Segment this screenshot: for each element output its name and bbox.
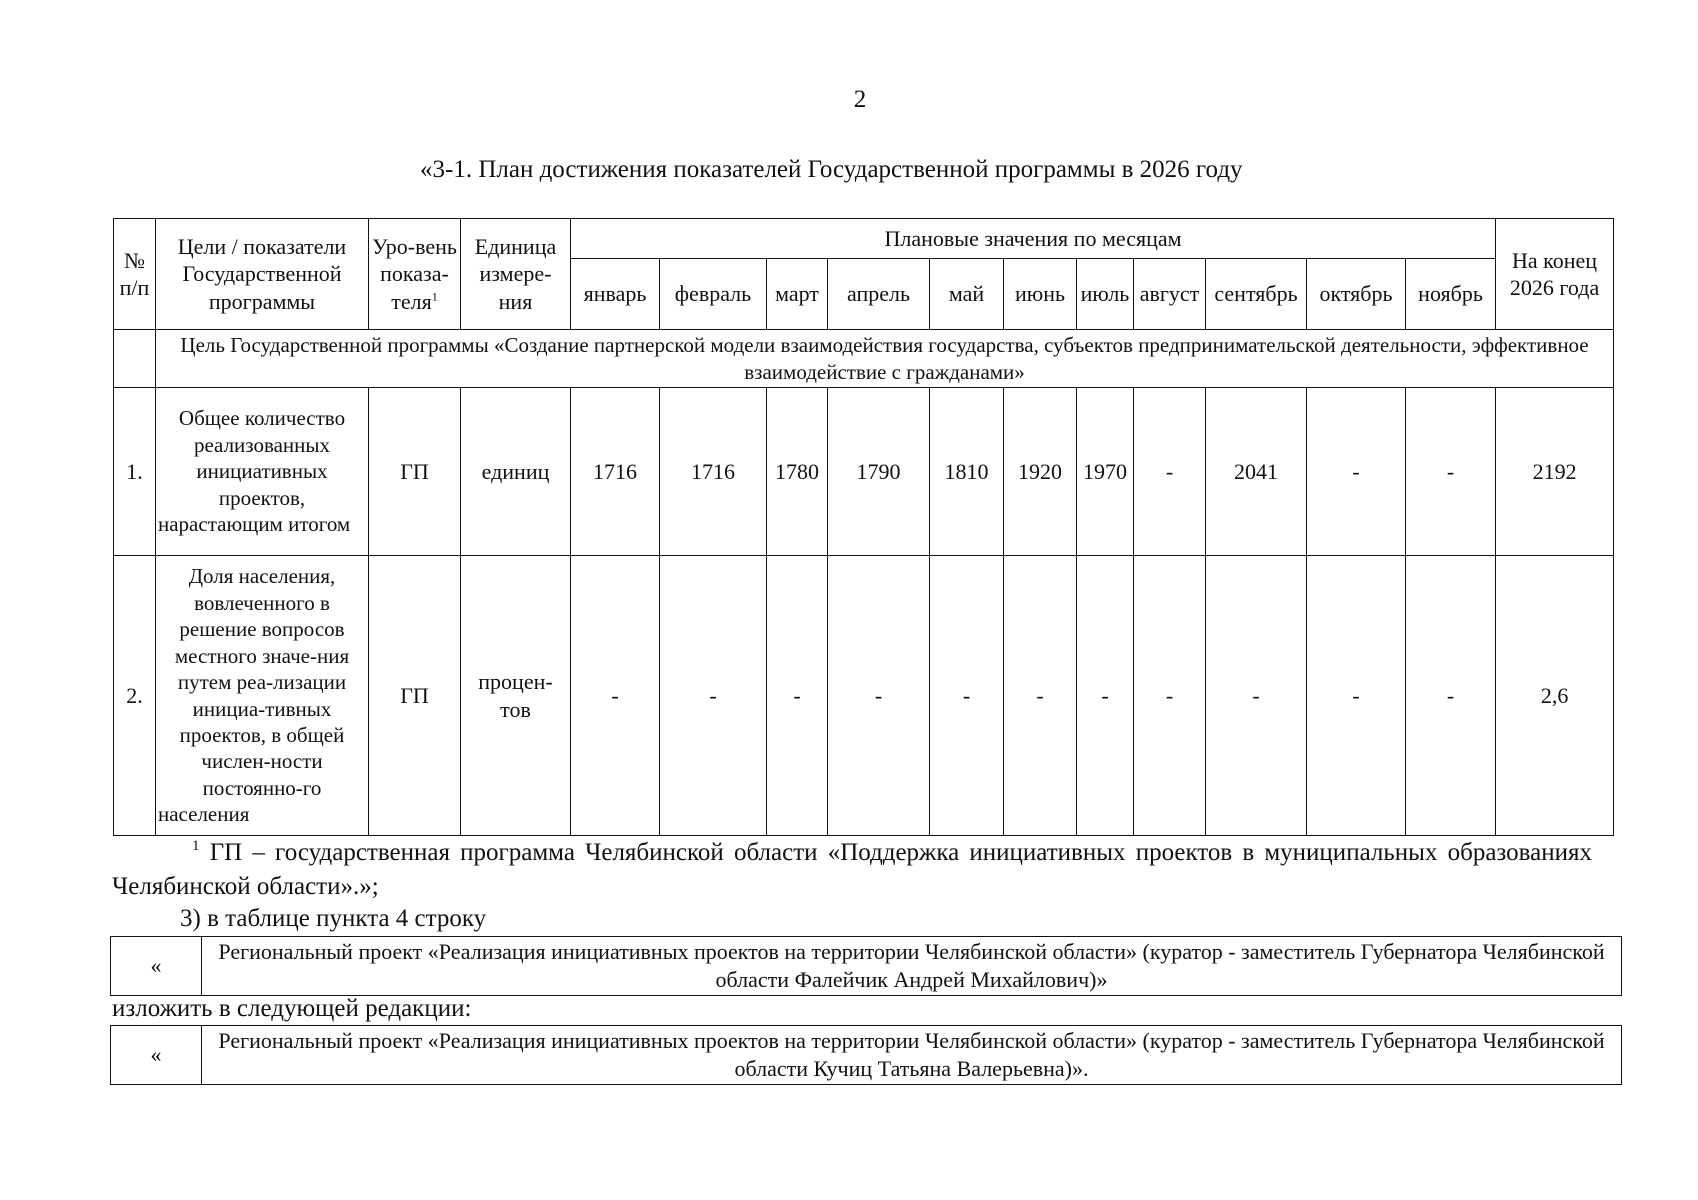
end-value: 2192 xyxy=(1496,388,1614,556)
header-end-of-year: На конец 2026 года xyxy=(1496,219,1614,330)
value-cell: - xyxy=(1307,556,1406,836)
value-cell: 2041 xyxy=(1206,388,1307,556)
footnote-mark: 1 xyxy=(192,838,200,854)
row-num: 2. xyxy=(114,556,156,836)
table-row xyxy=(114,556,1614,836)
new-row-text: Региональный проект «Реализация инициативных проектов на территории Челябинской области» (куратор - заместитель Губернатора Челябинской области Кучиц Татьяна Валерьевна)». xyxy=(202,1026,1622,1085)
goal-row-num xyxy=(114,330,156,388)
header-month: январь xyxy=(571,259,660,330)
value-cell: - xyxy=(1134,556,1206,836)
indicators-plan-table xyxy=(113,218,1614,836)
header-level xyxy=(369,219,461,330)
quote-mark: « xyxy=(111,1026,202,1085)
value-cell: - xyxy=(1134,388,1206,556)
indicator-unit: единиц xyxy=(461,388,571,556)
new-row-table xyxy=(110,1025,1622,1085)
value-cell: - xyxy=(828,556,930,836)
header-month: сентябрь xyxy=(1206,259,1307,330)
replace-text: изложить в следующей редакции: xyxy=(112,995,472,1022)
goal-row xyxy=(114,330,1614,388)
value-cell: - xyxy=(571,556,660,836)
goal-text: Цель Государственной программы «Создание партнерской модели взаимодействия государства, субъектов предпринимательской деятельности, эффективное взаимодействие с гражданами» xyxy=(156,330,1614,388)
value-cell: 1780 xyxy=(767,388,828,556)
end-value: 2,6 xyxy=(1496,556,1614,836)
header-month: август xyxy=(1134,259,1206,330)
value-cell: - xyxy=(767,556,828,836)
header-month: ноябрь xyxy=(1406,259,1496,330)
header-monthly: Плановые значения по месяцам xyxy=(571,219,1496,259)
value-cell: 1790 xyxy=(828,388,930,556)
value-cell: - xyxy=(1406,556,1496,836)
value-cell: - xyxy=(1206,556,1307,836)
header-goals: Цели / показатели Государственной программы xyxy=(156,219,369,330)
header-level-text: Уро-вень показа-теля xyxy=(372,234,457,314)
header-month: июль xyxy=(1077,259,1134,330)
footnote-ref: 1 xyxy=(431,289,438,304)
value-cell: - xyxy=(1004,556,1077,836)
header-month: май xyxy=(930,259,1004,330)
header-month: октябрь xyxy=(1307,259,1406,330)
value-cell: - xyxy=(660,556,767,836)
value-cell: 1970 xyxy=(1077,388,1134,556)
header-month: февраль xyxy=(660,259,767,330)
header-month: апрель xyxy=(828,259,930,330)
value-cell: - xyxy=(930,556,1004,836)
old-row-table xyxy=(110,936,1622,996)
item-3-text: 3) в таблице пункта 4 строку xyxy=(180,905,487,932)
header-month: июнь xyxy=(1004,259,1077,330)
document-title: «3-1. План достижения показателей Государственной программы в 2026 году xyxy=(420,156,1243,183)
quote-mark: « xyxy=(111,937,202,996)
value-cell: - xyxy=(1077,556,1134,836)
header-unit: Единица измере-ния xyxy=(461,219,571,330)
table-row xyxy=(114,388,1614,556)
value-cell: 1920 xyxy=(1004,388,1077,556)
indicator-name: Общее количество реализованных инициативных проектов, нарастающим итогом xyxy=(156,388,369,556)
value-cell: - xyxy=(1406,388,1496,556)
footnote xyxy=(112,836,1592,904)
row-num: 1. xyxy=(114,388,156,556)
value-cell: 1716 xyxy=(571,388,660,556)
value-cell: 1716 xyxy=(660,388,767,556)
value-cell: - xyxy=(1307,388,1406,556)
indicator-unit: процен-тов xyxy=(461,556,571,836)
indicator-name: Доля населения, вовлеченного в решение вопросов местного значе-ния путем реа-лизации инициа-тивных проектов, в общей числен-ности постоянно-го населения xyxy=(156,556,369,836)
header-month: март xyxy=(767,259,828,330)
footnote-text: ГП – государственная программа Челябинской области «Поддержка инициативных проектов в муниципальных образованиях Челябинской области».»; xyxy=(112,839,1592,900)
indicator-level: ГП xyxy=(369,556,461,836)
old-row-text: Региональный проект «Реализация инициативных проектов на территории Челябинской области» (куратор - заместитель Губернатора Челябинской области Фалейчик Андрей Михайлович)» xyxy=(202,937,1622,996)
header-num: № п/п xyxy=(114,219,156,330)
indicator-level: ГП xyxy=(369,388,461,556)
value-cell: 1810 xyxy=(930,388,1004,556)
page-number: 2 xyxy=(853,86,867,113)
